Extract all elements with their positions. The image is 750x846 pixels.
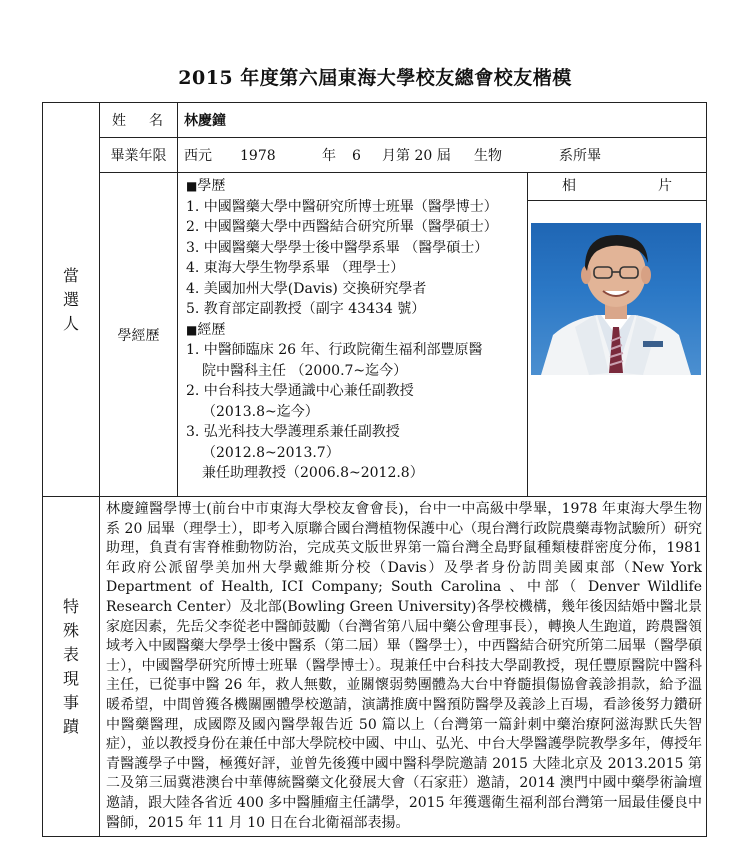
special-achievements <box>100 497 707 837</box>
graduation-era: 西元 <box>184 148 212 164</box>
special-section-text: 特殊表現事蹟 <box>63 596 80 736</box>
candidate-section-label <box>43 103 100 497</box>
experience-line: 2. 中台科技大學通識中心兼任副教授 <box>186 383 414 399</box>
name-value: 林慶鐘 <box>178 103 707 138</box>
graduation-month: 6 <box>352 148 361 164</box>
special-section-label <box>43 497 100 837</box>
name-label: 姓 名 <box>100 103 178 138</box>
education-label: 學經歷 <box>100 173 178 497</box>
portrait-photo <box>531 223 701 375</box>
education-item: 2. 中國醫藥大學中西醫結合研究所畢（醫學碩士） <box>186 219 498 235</box>
graduation-dept-unit: 系所畢 <box>559 148 601 164</box>
education-item: 3. 中國醫藥大學學士後中醫學系畢 （醫學碩士） <box>186 239 489 256</box>
photo-cell <box>528 173 707 497</box>
experience-line: 1. 中醫師臨床 26 年、行政院衛生福利部豐原醫 <box>186 342 483 358</box>
graduation-label: 畢業年限 <box>100 138 178 173</box>
experience-line: 院中醫科主任 （2000.7~迄今） <box>202 362 408 379</box>
profile-table <box>42 102 707 837</box>
experience-line: （2013.8~迄今） <box>202 403 319 420</box>
special-achievements-text: 林慶鐘醫學博士(前台中市東海大學校友會會長)，台中一中高級中學畢，1978 年東海大學生物系 20 屆畢（理學士），即考入原聯合國台灣植物保護中心（現台灣行政院農藥毒物試驗所）研究助理，負責有害脊椎動物防治，完成英文版世界第一篇台灣全島野鼠種類棲群密度分佈，1981 年政府公派留學美加州大學戴維斯分校（Davis）及學者身份訪問美國東部（New York Department of Health, ICI Company; South Carolina 、中部（ Denver Wildlife Research Center）及北部(Bowling Green University)各學校機構，幾年後因結婚中醫北景家庭因素，先岳父李從老中醫師鼓勵（台灣省第八屆中藥公會理事長），轉換人生跑道，跨農醫領域考入中國醫藥大學學士後中醫系（第二屆）畢（醫學士），中西醫結合研究所第二屆畢（醫學碩士），中國醫學研究所博士班畢（醫學博士）。現兼任中台科技大學副教授，現任豐原醫院中醫科主任，已從事中醫 26 年，救人無數，並關懷弱勢團體為大台中脊髓損傷協會義診捐款，給予溫暖希望，中間曾獲各機關團體學校邀請，演講推廣中醫預防醫學及義診上百場，看診後努力鑽研中醫藥醫理，成國際及國內醫學報告近 50 篇以上（台灣第一篇針刺中藥治療阿滋海默氏失智症），並以教授身份在兼任中部大學院校中國、中山、弘光、中台大學醫護學院教學多年，傳授年青醫護學子中醫，極獲好評，並曾先後獲中國中醫科學院邀請 2015 大陸北京及 2013.2015 第二及第三屆冀港澳台中華傳統醫藥文化發展大會（石家莊）邀請，2014 澳門中國中藥學術論壇邀請，跟大陸各省近 400 多中醫腫瘤主任講學，2015 年獲選衛生福利部台灣第一屆最佳優良中醫師，2015 年 11 月 10 日在台北衛福部表揚。 <box>106 501 702 831</box>
education-item: 5. 教育部定副教授（副字 43434 號） <box>186 301 426 317</box>
photo-header <box>528 173 706 201</box>
page-title: 2015 年度第六屆東海大學校友總會校友楷模 <box>178 67 572 89</box>
graduation-year-unit: 年 <box>322 148 336 164</box>
education-heading: ■ 學歷 <box>186 176 527 197</box>
graduation-class: 月第 20 屆 <box>382 148 451 164</box>
graduation-dept: 生物 <box>474 148 502 164</box>
candidate-section-text: 當選人 <box>63 265 80 333</box>
experience-heading: ■ 經歷 <box>186 320 527 341</box>
experience-line: 兼任助理教授（2006.8~2012.8） <box>202 465 424 481</box>
graduation-year: 1978 <box>240 148 276 164</box>
experience-line: 3. 弘光科技大學護理系兼任副教授 <box>186 424 400 440</box>
photo-label: 相 片 <box>562 178 672 194</box>
education-item: 1. 中國醫藥大學中醫研究所博士班畢（醫學博士） <box>186 198 498 215</box>
education-item: 4. 美國加州大學(Davis) 交換研究學者 <box>186 280 427 297</box>
portrait-illustration <box>531 223 701 375</box>
graduation-value <box>178 138 707 173</box>
education-experience <box>178 173 528 497</box>
education-item: 4. 東海大學生物學系畢 （理學士） <box>186 260 405 276</box>
experience-line: （2012.8~2013.7） <box>202 444 340 461</box>
